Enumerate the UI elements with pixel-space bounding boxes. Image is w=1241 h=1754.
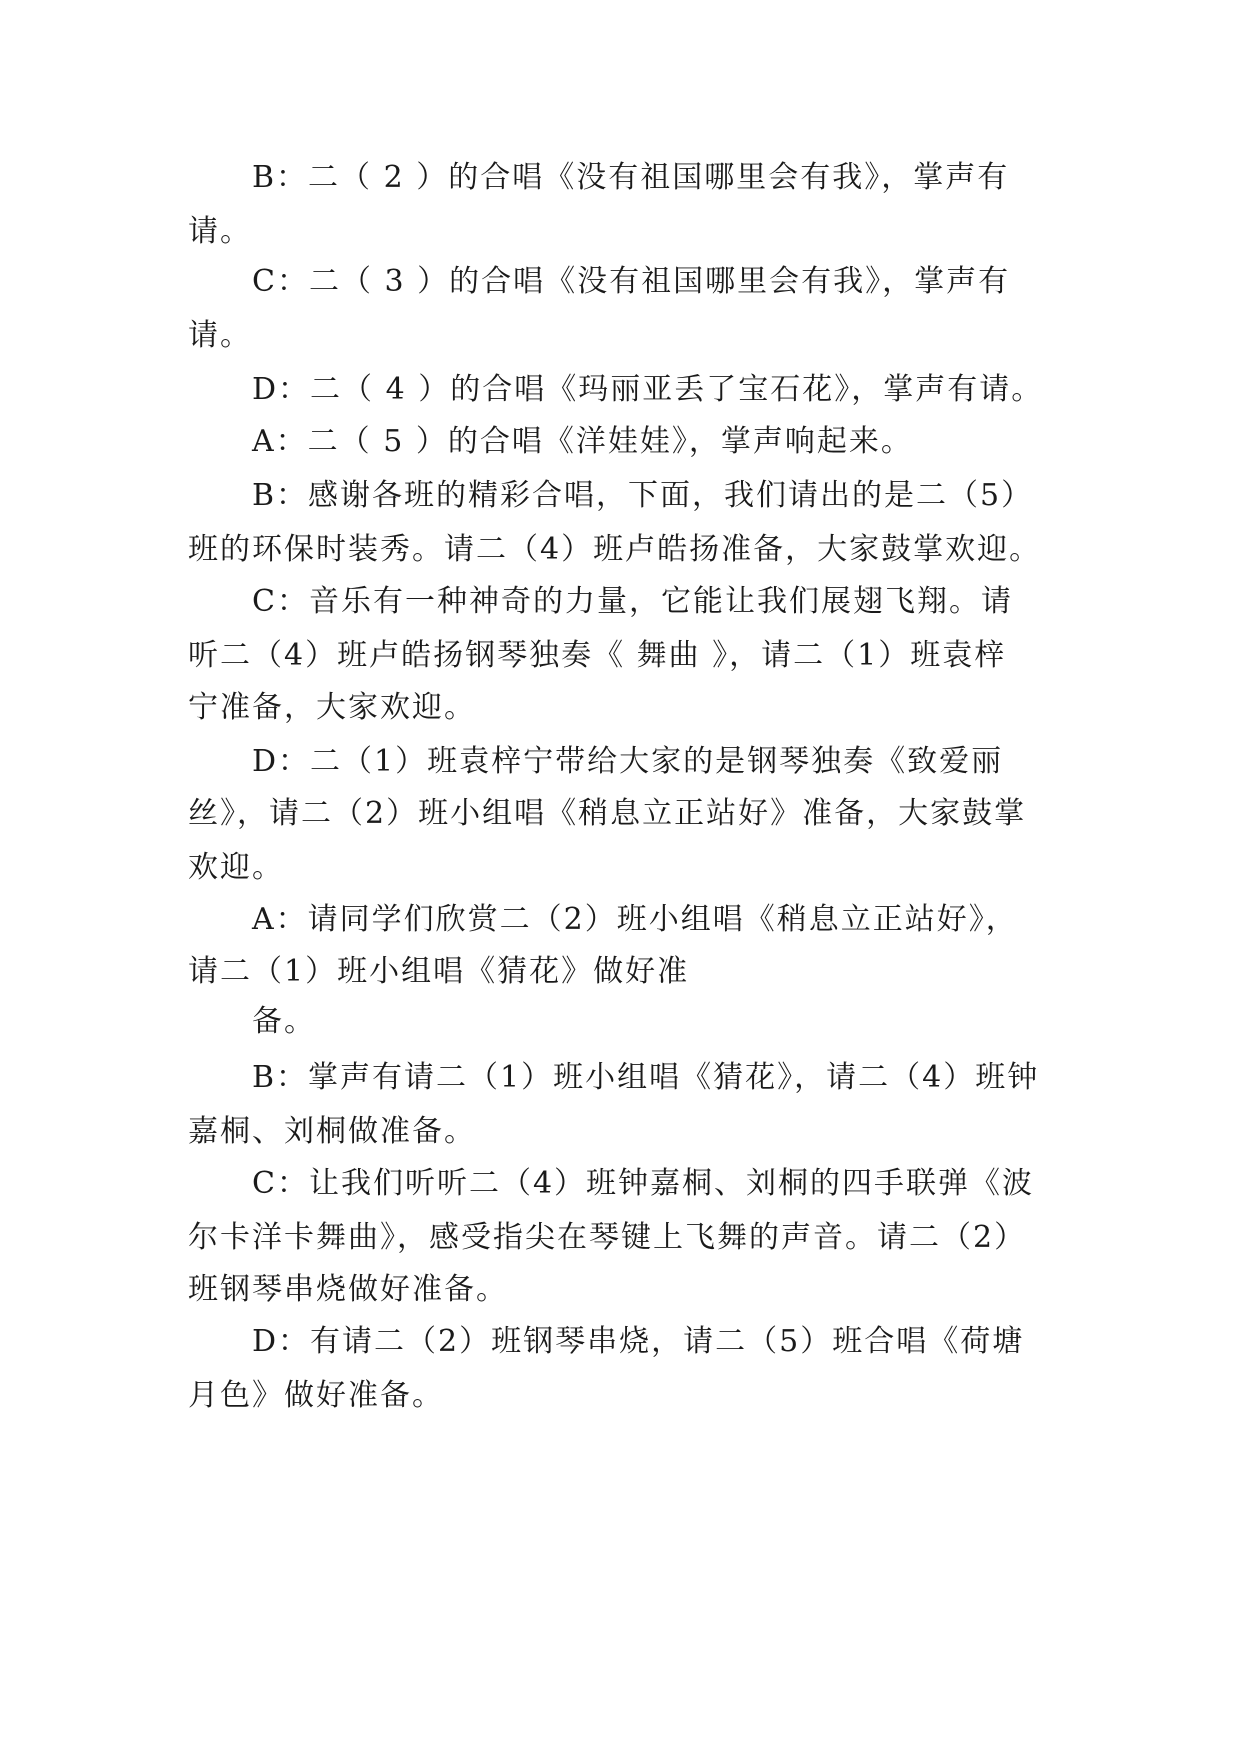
text-line: 欢迎。 <box>188 850 284 885</box>
text-line: 尔卡洋卡舞曲》，感受指尖在琴键上飞舞的声音。请二（2） <box>188 1220 1027 1255</box>
text-line: A：请同学们欣赏二（2）班小组唱《稍息立正站好》， <box>252 902 1018 937</box>
text-line: C：音乐有一种神奇的力量，它能让我们展翅飞翔。请 <box>252 584 1013 619</box>
text-line: 听二（4）班卢皓扬钢琴独奏《 舞曲 》，请二（1）班袁梓 <box>188 638 1007 673</box>
text-line: C：二（ 3 ）的合唱《没有祖国哪里会有我》，掌声有 <box>252 264 1011 299</box>
text-line: 请。 <box>188 318 252 353</box>
text-line: D：二（1）班袁梓宁带给大家的是钢琴独奏《致爱丽 <box>252 744 1004 779</box>
text-line: 备。 <box>252 1004 316 1039</box>
text-line: 请二（1）班小组唱《猜花》做好准 <box>188 954 690 989</box>
text-line: B：感谢各班的精彩合唱，下面，我们请出的是二（5） <box>252 478 1034 513</box>
text-line: D：有请二（2）班钢琴串烧，请二（5）班合唱《荷塘 <box>252 1324 1025 1359</box>
text-line: 嘉桐、刘桐做准备。 <box>188 1114 476 1149</box>
text-line: B：掌声有请二（1）班小组唱《猜花》，请二（4）班钟 <box>252 1060 1040 1095</box>
text-line: 丝》，请二（2）班小组唱《稍息立正站好》准备，大家鼓掌 <box>188 796 1027 831</box>
text-line: 请。 <box>188 214 252 249</box>
text-line: C：让我们听听二（4）班钟嘉桐、刘桐的四手联弹《波 <box>252 1166 1035 1201</box>
text-line: B：二（ 2 ）的合唱《没有祖国哪里会有我》，掌声有 <box>252 160 1010 195</box>
text-line: D：二（ 4 ）的合唱《玛丽亚丢了宝石花》，掌声有请。 <box>252 372 1044 407</box>
text-line: 宁准备，大家欢迎。 <box>188 690 476 725</box>
text-line: 月色》做好准备。 <box>188 1378 444 1413</box>
text-line: A：二（ 5 ）的合唱《洋娃娃》，掌声响起来。 <box>252 424 913 459</box>
text-line: 班的环保时装秀。请二（4）班卢皓扬准备，大家鼓掌欢迎。 <box>188 532 1042 567</box>
text-line: 班钢琴串烧做好准备。 <box>188 1272 508 1307</box>
